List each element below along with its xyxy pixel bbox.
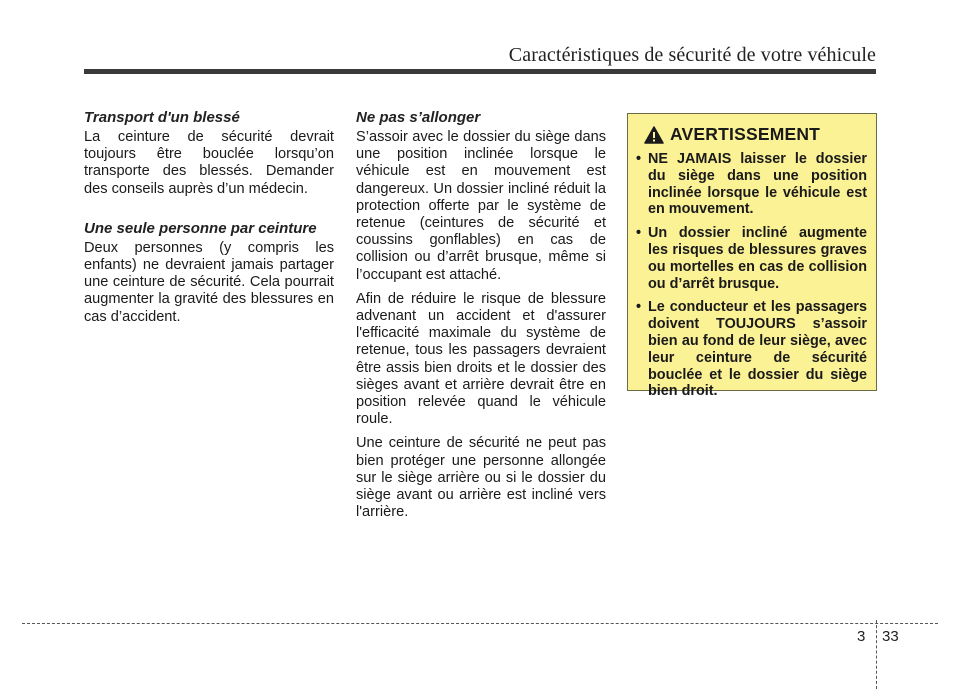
left-column <box>84 109 334 326</box>
section-heading-one-person: Une seule personne par ceinture <box>84 219 317 237</box>
warning-title: AVERTISSEMENT <box>670 124 821 144</box>
warning-box <box>627 113 877 400</box>
footer-divider <box>876 620 877 689</box>
bullet: • <box>636 151 642 167</box>
warning-item <box>636 151 867 218</box>
spacer <box>356 428 606 435</box>
section-text-one-person: Deux personnes (y compris les enfants) ne devraient jamais partager une ceinture de sécurité. Cela pourrait augmenter la gravité des blessures en cas d’accident. <box>84 239 334 325</box>
warning-item-text: NE JAMAIS laisser le dossier du siège dans une position inclinée lorsque le véhicule est en mouvement. <box>648 151 867 218</box>
section-heading-recline: Ne pas s’allonger <box>356 109 481 126</box>
recline-paragraph-1: S’assoir avec le dossier du siège dans une position inclinée lorsque le véhicule est en mouvement est dangereux. Un dossier incliné réduit la protection offerte par le système de retenue (ceintures de sécurité et coussins gonflables) en cas de collision ou d’arrêt brusque, même si l’occupant est attaché. <box>356 129 606 283</box>
warning-triangle-icon <box>644 126 664 144</box>
warning-item <box>636 299 867 400</box>
warning-item <box>636 225 867 292</box>
page-number: 33 <box>882 628 899 645</box>
chapter-number: 3 <box>857 628 866 645</box>
page-header-title: Caractéristiques de sécurité de votre véhicule <box>508 44 876 66</box>
spacer <box>356 284 606 291</box>
bullet: • <box>636 299 642 316</box>
warning-list <box>636 151 867 400</box>
warning-item-text: Un dossier incliné augmente les risques de blessures graves ou mortelles en cas de collision ou d’arrêt brusque. <box>648 225 867 292</box>
spacer <box>84 198 334 220</box>
footer-rule <box>22 623 938 624</box>
header-rule <box>84 69 876 74</box>
middle-column <box>356 109 606 521</box>
warning-item-text: Le conducteur et les passagers doivent TOUJOURS s’assoir bien au fond de leur siège, avec leur ceinture de sécurité bouclée et le dossier du siège bien droit. <box>648 299 867 400</box>
section-text-transport: La ceinture de sécurité devrait toujours être bouclée lorsqu’on transporte des blessés. Demander des conseils auprès d’un médecin. <box>84 129 334 197</box>
section-heading-transport: Transport d'un blessé <box>84 109 240 126</box>
warning-header <box>644 124 867 145</box>
recline-paragraph-2: Afin de réduire le risque de blessure advenant un accident et d'assurer l'efficacité maximale du système de retenue, tous les passagers devraient être assis bien droits et le dossier des sièges avant et arrière devrait être en position relevée quand le véhicule roule. <box>356 290 606 428</box>
recline-paragraph-3: Une ceinture de sécurité ne peut pas bien protéger une personne allongée sur le siège arrière ou si le dossier du siège avant ou arrière est incliné vers l'arrière. <box>356 435 606 521</box>
bullet: • <box>636 225 642 242</box>
